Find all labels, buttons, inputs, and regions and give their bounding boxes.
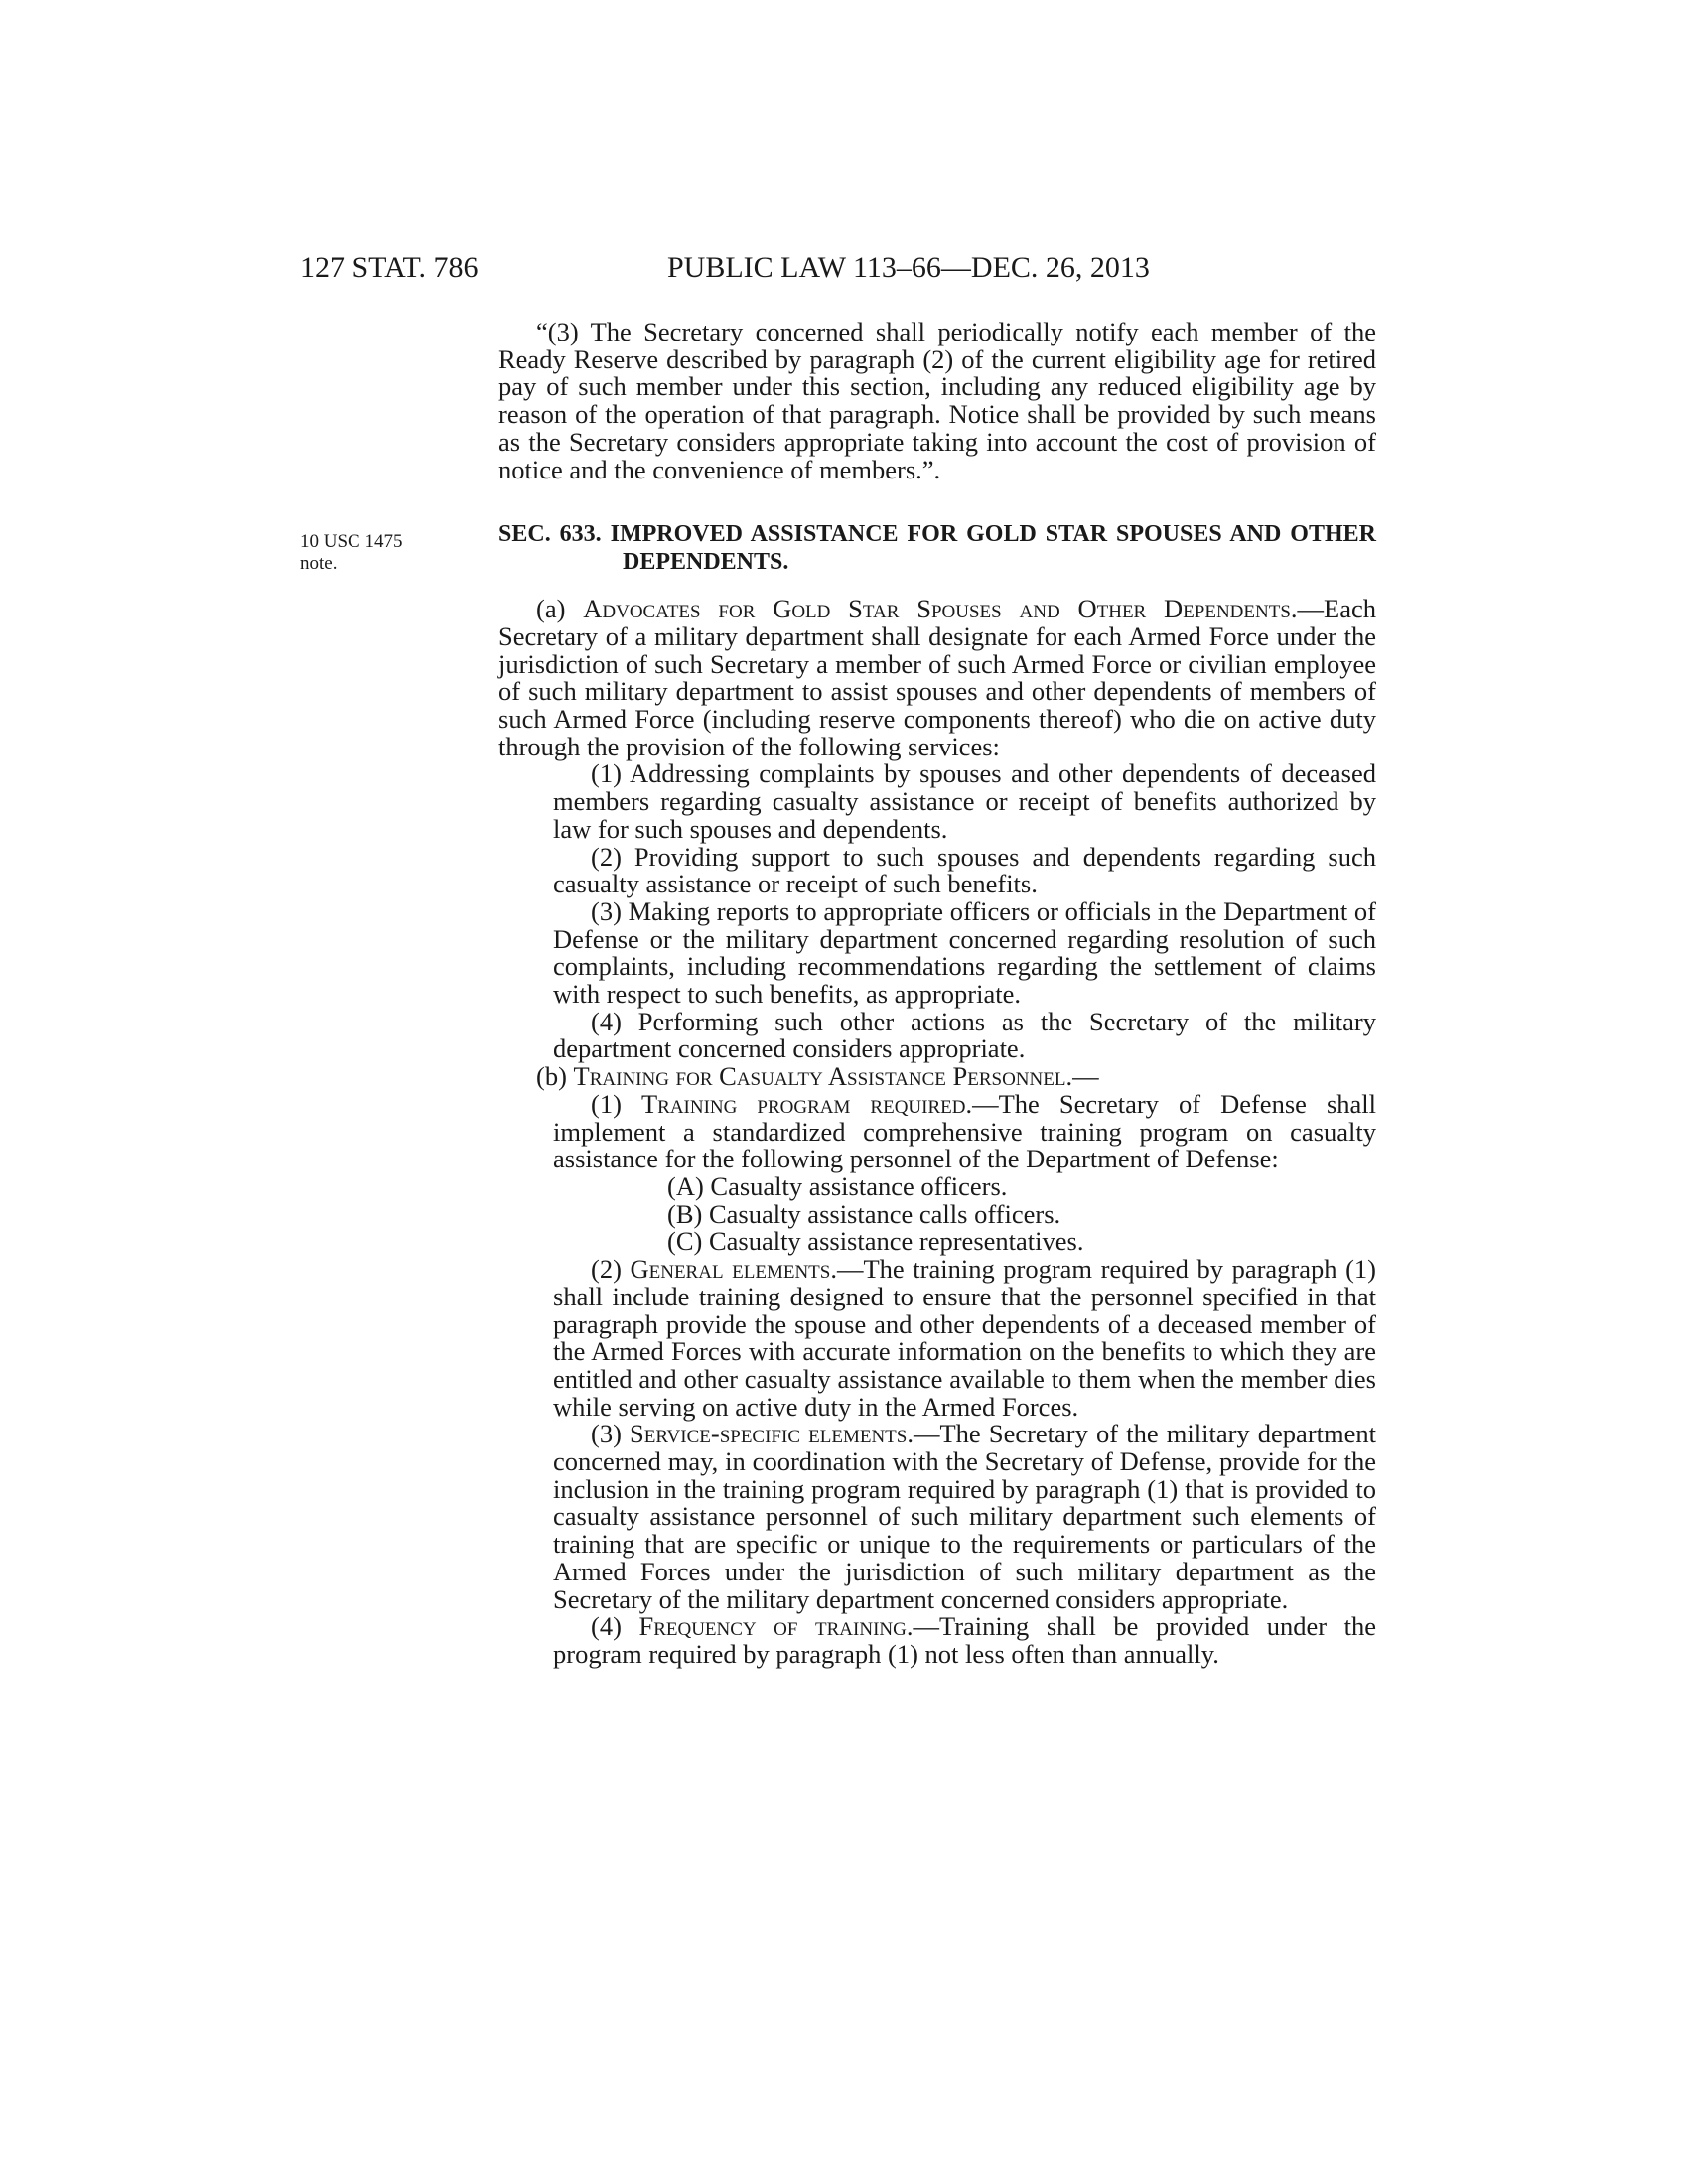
stat-page-number: 127 STAT. 786 [300,251,479,284]
law-title: PUBLIC LAW 113–66—DEC. 26, 2013 [667,251,1150,284]
subsection-a-heading: Advocates for Gold Star Spouses and Other Dependents. [583,594,1298,624]
b1-text: —The Secretary of Defense shall implement a standardized comprehensive training program on casualty assistance for the following personnel of the Department of Defense: [553,1088,1376,1174]
subsection-a-item-3: (3) Making reports to appropriate officers or officials in the Department of Defense or the military department concerned regarding resolution of such complaints, including recommendations regarding the settlement of claims with respect to such benefits, as appropriate. [553,895,1376,1010]
b3-text: —The Secretary of the military department concerned may, in coordination with the Secretary of Defense, provide for the inclusion in the training program required by paragraph (1) that is provided to casualty assistance personnel of such military department such elements of training that are specific or unique to the requirements or particulars of the Armed Forces under the jurisdiction of such military department as the Secretary of the military department concerned considers appropriate. [553,1419,1376,1614]
subsection-a-item-1: (1) Addressing complaints by spouses and other dependents of deceased members regarding casualty assistance or receipt of benefits authorized by law for such spouses and dependents. [553,758,1376,844]
subsection-b-item-3 [498,1421,1376,1613]
subsection-b-item-1 [498,1088,1376,1174]
subsection-a-text: —Each Secretary of a military department shall designate for each Armed Force under the jurisdiction of such Secretary a member of such Armed Force or civilian employee of such military department to assist spouses and other dependents of members of such Armed Force (including reserve components thereof) who die on active duty through the provision of the following services: [498,594,1376,761]
margin-note [300,531,449,575]
subsection-a-item-2: (2) Providing support to such spouses and dependents regarding such casualty assistance or receipt of such benefits. [553,841,1376,899]
subsection-a [498,596,1376,760]
b1-heading: Training program required. [640,1088,973,1119]
subsection-b-item-1-A: (A) Casualty assistance officers. [667,1170,1008,1201]
subsection-b-item-1-B: (B) Casualty assistance calls officers. [667,1198,1061,1229]
subsection-b [498,1063,1376,1091]
b4-label: (4) [591,1611,639,1642]
subsection-b-heading: Training for Casualty Assistance Personnel. [573,1061,1073,1092]
subsection-b-item-2 [498,1256,1376,1421]
b1-label: (1) [591,1088,641,1119]
b4-heading: Frequency of training. [638,1611,914,1642]
document-body [498,319,1376,1669]
subsection-a-label: (a) [536,594,584,624]
margin-note-suffix: note. [300,553,338,574]
b3-label: (3) [591,1419,631,1449]
b2-heading: General elements. [630,1254,837,1285]
b2-text: —The training program required by paragraph (1) shall include training designed to ensure that the personnel specified in that paragraph provide the spouse and other dependents of a deceased member of the Armed Forces with accurate information on the benefits to which they are entitled and other casualty assistance available to them when the member dies while serving on active duty in the Armed Forces. [553,1254,1376,1422]
b4-text: —Training shall be provided under the program required by paragraph (1) not less often than annually. [553,1611,1376,1669]
b2-label: (2) [591,1254,631,1285]
margin-note-citation: 10 USC 1475 [300,531,403,552]
paragraph-3-notice: “(3) The Secretary concerned shall periodically notify each member of the Ready Reserve described by paragraph (2) of the current eligibility age for retired pay of such member under this section, including any reduced eligibility age by reason of the operation of that paragraph. Notice shall be provided by such means as the Secretary considers appropriate taking into account the cost of provision of notice and the convenience of members.”. [498,317,1376,484]
section-heading: SEC. 633. IMPROVED ASSISTANCE FOR GOLD STAR SPOUSES AND OTHER DEPENDENTS. [498,521,1376,575]
subsection-b-item-4 [498,1613,1376,1668]
b3-heading: Service-specific elements. [630,1419,914,1449]
subsection-b-item-1-C: (C) Casualty assistance representatives. [667,1226,1084,1257]
running-header [300,248,1376,288]
subsection-a-item-4: (4) Performing such other actions as the Secretary of the military department concerned considers appropriate. [553,1006,1376,1064]
subsection-b-dash: — [1072,1061,1099,1092]
subsection-b-label: (b) [536,1061,574,1092]
